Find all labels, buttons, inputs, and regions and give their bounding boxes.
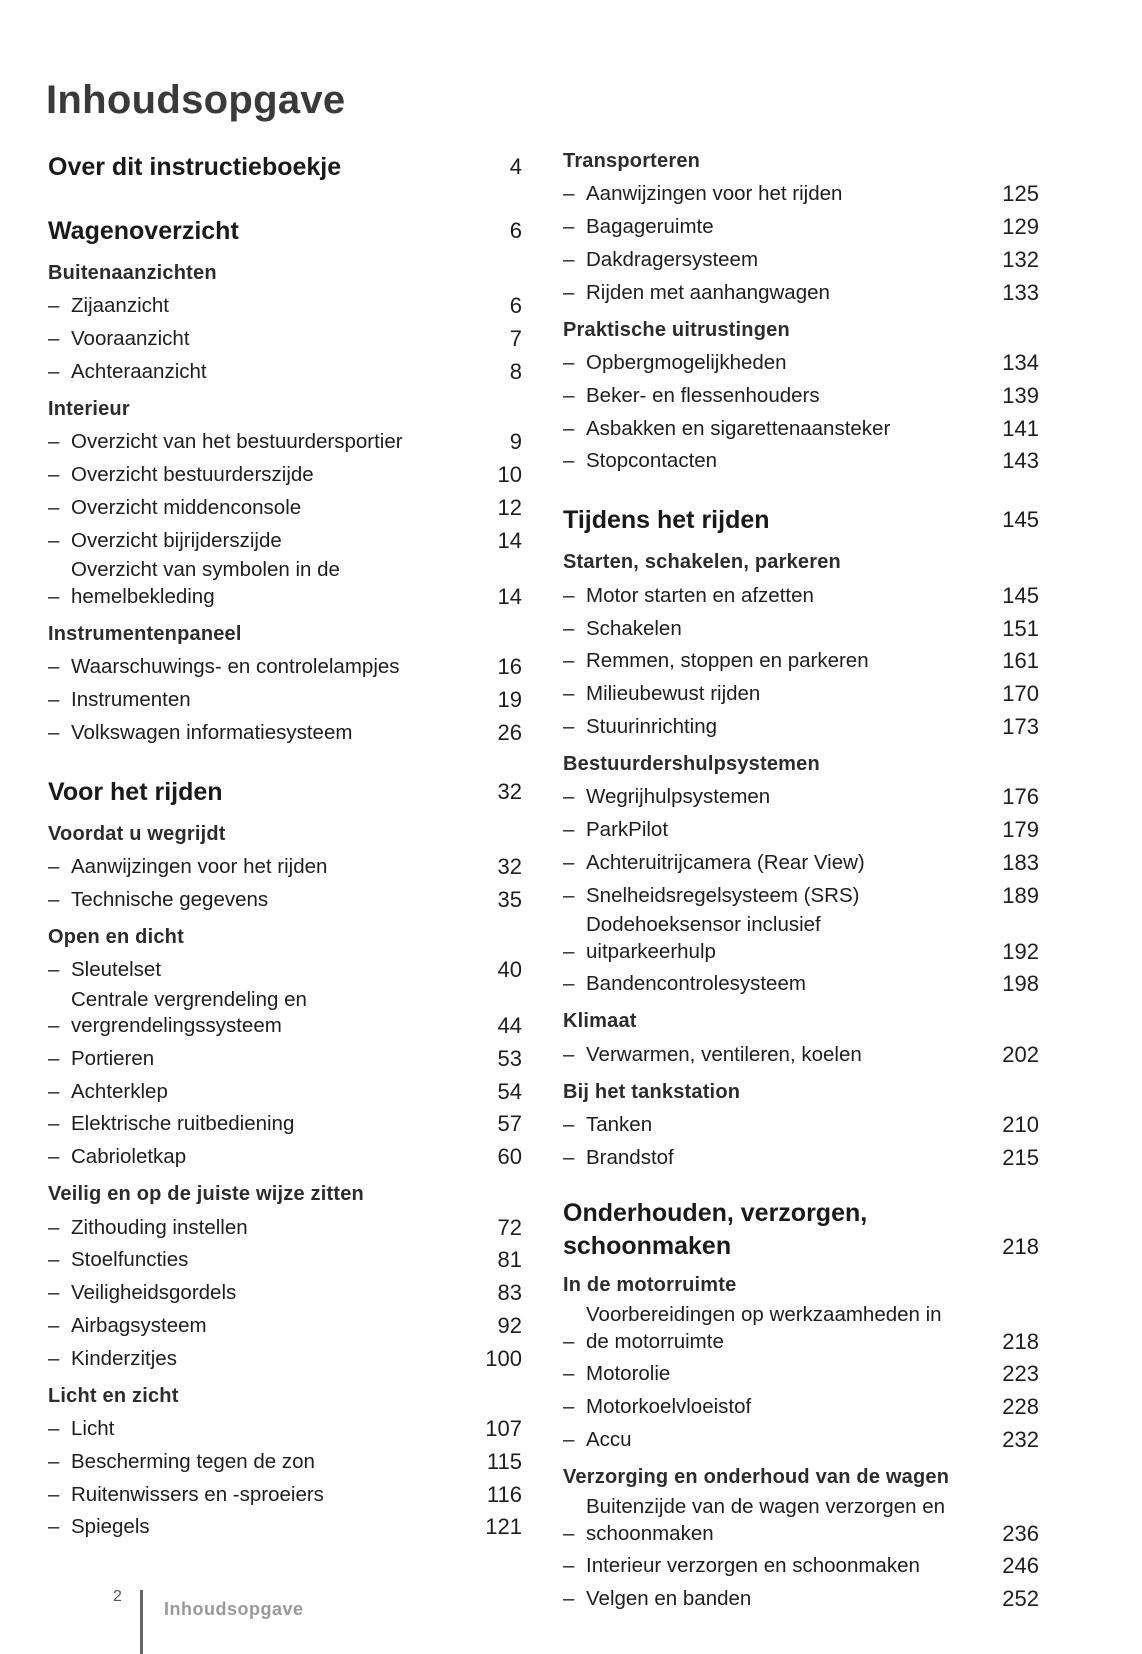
dash-bullet: –	[48, 1145, 60, 1169]
toc-entry-title: Voorbereidingen op werkzaamheden in de motorruimte	[586, 1303, 942, 1353]
toc-entry-title: Veiligheidsgordels	[71, 1281, 237, 1305]
toc-entry-title: Bandencontrolesysteem	[586, 972, 806, 996]
toc-page-number: 215	[1002, 1144, 1039, 1170]
toc-page-number: 170	[1002, 681, 1039, 707]
dash-bullet: –	[48, 584, 60, 608]
toc-page-number: 145	[1002, 582, 1039, 608]
dash-bullet: –	[48, 720, 60, 744]
toc-entry-title: Overzicht van symbolen in de hemelbekleding	[71, 558, 340, 608]
toc-entry[interactable]	[48, 715, 522, 748]
dash-bullet: –	[563, 1395, 575, 1419]
toc-entry-title: Praktische uitrustingen	[563, 318, 790, 341]
toc-page-number: 10	[497, 462, 522, 488]
dash-bullet: –	[563, 280, 575, 304]
toc-page-number: 141	[1002, 415, 1039, 441]
toc-page-number: 53	[497, 1045, 522, 1071]
dash-bullet: –	[563, 1587, 575, 1611]
toc-entry[interactable]	[48, 1477, 522, 1510]
toc-page-number: 115	[486, 1448, 522, 1474]
toc-chapter[interactable]	[563, 500, 1039, 540]
toc-entry[interactable]	[48, 882, 522, 915]
toc-page-number: 6	[509, 293, 522, 319]
dash-bullet: –	[48, 1215, 60, 1239]
toc-page-number: 4	[509, 154, 522, 179]
toc-entry-title: Dakdragersysteem	[586, 247, 759, 271]
dash-bullet: –	[563, 1329, 575, 1353]
toc-subheading	[563, 750, 1039, 780]
toc-entry[interactable]	[48, 1510, 522, 1543]
toc-entry[interactable]	[48, 682, 522, 715]
footer-section-label: Inhoudsopgave	[164, 1599, 304, 1619]
toc-page-number: 116	[486, 1481, 522, 1507]
dash-bullet: –	[48, 687, 60, 711]
toc-page-number: 218	[1002, 1328, 1039, 1354]
toc-entry-title: Motorolie	[586, 1362, 671, 1386]
toc-entry-title: Buitenzijde van de wagen verzorgen en schoonmaken	[586, 1495, 945, 1545]
toc-entry-title: Bescherming tegen de zon	[71, 1449, 315, 1473]
toc-page-number: 189	[1002, 882, 1039, 908]
toc-page-number: 44	[497, 1013, 522, 1039]
toc-entry[interactable]	[48, 1210, 522, 1243]
toc-entry-title: Voor het rijden	[48, 777, 223, 806]
toc-entry[interactable]	[563, 911, 1039, 967]
toc-entry-title: Overzicht middenconsole	[71, 495, 302, 519]
dash-bullet: –	[563, 449, 575, 473]
toc-entry-title: Onderhouden, verzorgen, schoonmaken	[563, 1198, 868, 1260]
toc-entry[interactable]	[563, 1357, 1039, 1390]
toc-entry-title: Vooraanzicht	[71, 327, 190, 351]
toc-entry[interactable]	[563, 177, 1039, 210]
toc-entry-title: Over dit instructieboekje	[48, 153, 342, 181]
toc-page-number: 151	[1002, 615, 1039, 641]
toc-entry[interactable]	[563, 378, 1039, 411]
dash-bullet: –	[563, 1362, 575, 1386]
page-number: 2	[113, 1588, 122, 1605]
toc-page-number: 125	[1002, 181, 1039, 207]
toc-entry[interactable]	[563, 644, 1039, 677]
toc-entry-title: Spiegels	[71, 1515, 150, 1539]
toc-subheading	[48, 620, 522, 650]
toc-column-left	[48, 147, 522, 1542]
toc-entry-title: Instrumentenpaneel	[48, 622, 242, 645]
toc-entry[interactable]	[563, 709, 1039, 742]
toc-entry-title: Bagageruimte	[586, 215, 714, 239]
dash-bullet: –	[563, 1427, 575, 1451]
toc-entry-title: Aanwijzingen voor het rijden	[586, 182, 843, 206]
toc-entry[interactable]	[48, 457, 522, 490]
toc-page-number: 223	[1002, 1361, 1039, 1387]
toc-entry[interactable]	[563, 1422, 1039, 1455]
toc-entry-title: Achteraanzicht	[71, 359, 207, 383]
toc-entry-title: Stopcontacten	[586, 449, 718, 473]
page-title: Inhoudsopgave	[46, 78, 346, 122]
toc-entry-title: Sleutelset	[71, 958, 162, 982]
toc-entry-title: Verwarmen, ventileren, koelen	[586, 1042, 862, 1066]
toc-entry[interactable]	[563, 611, 1039, 644]
toc-entry-title: Overzicht bestuurderszijde	[71, 463, 314, 487]
toc-entry[interactable]	[563, 812, 1039, 845]
toc-page-number: 183	[1002, 849, 1039, 875]
dash-bullet: –	[563, 818, 575, 842]
dash-bullet: –	[48, 1079, 60, 1103]
toc-entry-title: Elektrische ruitbediening	[71, 1112, 295, 1136]
toc-subheading	[48, 923, 522, 953]
toc-entry[interactable]	[563, 780, 1039, 813]
dash-bullet: –	[48, 1346, 60, 1370]
toc-entry-title: Portieren	[71, 1046, 155, 1070]
toc-page-number: 173	[1002, 713, 1039, 739]
toc-entry-title: Open en dicht	[48, 925, 184, 948]
dash-bullet: –	[563, 972, 575, 996]
toc-entry[interactable]	[563, 1107, 1039, 1140]
toc-entry-title: Wagenoverzicht	[48, 217, 239, 245]
toc-entry-title: Waarschuwings- en controlelampjes	[71, 655, 400, 679]
toc-entry[interactable]	[563, 1549, 1039, 1582]
toc-entry-title: Stuurinrichting	[586, 714, 718, 738]
dash-bullet: –	[48, 528, 60, 552]
toc-entry[interactable]	[563, 275, 1039, 308]
toc-entry[interactable]	[48, 1411, 522, 1444]
toc-entry[interactable]	[48, 556, 522, 612]
toc-entry[interactable]	[48, 425, 522, 458]
dash-bullet: –	[48, 430, 60, 454]
toc-page-number: 83	[497, 1280, 522, 1306]
toc-entry-title: ParkPilot	[586, 818, 669, 842]
toc-entry[interactable]	[48, 523, 522, 556]
dash-bullet: –	[48, 1281, 60, 1305]
toc-entry-title: Bij het tankstation	[563, 1080, 741, 1103]
dash-bullet: –	[48, 495, 60, 519]
toc-page-number: 7	[509, 326, 522, 352]
toc-page-number: 12	[497, 494, 522, 520]
toc-page-number: 161	[1002, 648, 1039, 674]
toc-entry-title: Achteruitrijcamera (Rear View)	[586, 850, 865, 874]
dash-bullet: –	[563, 215, 575, 239]
dash-bullet: –	[48, 327, 60, 351]
toc-entry-title: Kinderzitjes	[71, 1346, 177, 1370]
toc-entry-title: Motorkoelvloeistof	[586, 1395, 752, 1419]
toc-entry-title: Veilig en op de juiste wijze zitten	[48, 1183, 364, 1206]
dash-bullet: –	[48, 359, 60, 383]
dash-bullet: –	[563, 1113, 575, 1137]
toc-page-number: 8	[509, 358, 522, 384]
toc-entry[interactable]	[48, 321, 522, 354]
toc-page-number: 179	[1002, 817, 1039, 843]
dash-bullet: –	[48, 1313, 60, 1337]
toc-page-number: 54	[497, 1078, 522, 1104]
toc-subheading	[48, 1180, 522, 1210]
toc-entry-title: Brandstof	[586, 1145, 674, 1169]
dash-bullet: –	[48, 655, 60, 679]
dash-bullet: –	[563, 416, 575, 440]
toc-page-number: 129	[1002, 214, 1039, 240]
toc-entry[interactable]	[48, 1243, 522, 1276]
dash-bullet: –	[563, 785, 575, 809]
toc-entry[interactable]	[563, 1301, 1039, 1357]
toc-entry[interactable]	[48, 1308, 522, 1341]
toc-entry-title: Tanken	[586, 1113, 653, 1137]
dash-bullet: –	[563, 1145, 575, 1169]
toc-entry-title: Tijdens het rijden	[563, 506, 770, 535]
toc-page-number: 57	[497, 1111, 522, 1137]
toc-entry-title: Schakelen	[586, 616, 682, 640]
dash-bullet: –	[48, 1112, 60, 1136]
toc-page-number: 246	[1002, 1553, 1039, 1579]
toc-entry[interactable]	[48, 1107, 522, 1140]
toc-entry-title: Technische gegevens	[71, 887, 269, 911]
toc-entry[interactable]	[48, 354, 522, 387]
toc-chapter[interactable]	[48, 772, 522, 812]
toc-column-right	[563, 147, 1039, 1614]
toc-entry-title: Licht	[71, 1417, 115, 1441]
toc-subheading	[48, 820, 522, 850]
toc-entry-title: Volkswagen informatiesysteem	[71, 720, 353, 744]
toc-subheading	[48, 1382, 522, 1412]
dash-bullet: –	[563, 939, 575, 963]
dash-bullet: –	[48, 463, 60, 487]
toc-page-number: 236	[1002, 1520, 1039, 1546]
toc-page-number: 228	[1002, 1394, 1039, 1420]
toc-page-number: 232	[1002, 1426, 1039, 1452]
toc-subheading	[563, 316, 1039, 346]
toc-entry-title: Bestuurdershulpsystemen	[563, 752, 820, 775]
toc-page-number: 72	[497, 1214, 522, 1240]
toc-entry-title: Milieubewust rijden	[586, 682, 761, 706]
toc-entry-title: Aanwijzingen voor het rijden	[71, 854, 328, 878]
dash-bullet: –	[563, 1521, 575, 1545]
toc-entry[interactable]	[563, 845, 1039, 878]
toc-entry-title: Zijaanzicht	[71, 294, 169, 318]
toc-page-number: 143	[1002, 448, 1039, 474]
toc-entry-title: Remmen, stoppen en parkeren	[586, 649, 869, 673]
toc-entry[interactable]	[563, 676, 1039, 709]
footer-divider	[140, 1590, 143, 1654]
toc-page-number: 60	[497, 1144, 522, 1170]
toc-page-number: 134	[1002, 350, 1039, 376]
toc-page-number: 26	[497, 719, 522, 745]
dash-bullet: –	[48, 1046, 60, 1070]
toc-entry[interactable]	[563, 1037, 1039, 1070]
toc-page-number: 19	[497, 686, 522, 712]
toc-entry-title: Motor starten en afzetten	[586, 583, 814, 607]
toc-entry[interactable]	[48, 1041, 522, 1074]
dash-bullet: –	[563, 583, 575, 607]
toc-entry[interactable]	[563, 1493, 1039, 1549]
toc-chapter[interactable]	[563, 1197, 1039, 1263]
toc-page-number: 9	[509, 429, 522, 455]
toc-page-number: 40	[497, 957, 522, 983]
toc-entry-title: Opbergmogelijkheden	[586, 351, 787, 375]
toc-entry-title: Dodehoeksensor inclusief uitparkeerhulp	[586, 913, 821, 963]
toc-entry[interactable]	[563, 578, 1039, 611]
toc-page-number: 176	[1002, 784, 1039, 810]
toc-entry-title: Transporteren	[563, 150, 701, 172]
dash-bullet: –	[563, 649, 575, 673]
toc-page-number: 81	[497, 1247, 522, 1273]
dash-bullet: –	[48, 887, 60, 911]
toc-page-number: 252	[1002, 1586, 1039, 1612]
toc-page-number: 107	[485, 1416, 522, 1442]
toc-entry-title: In de motorruimte	[563, 1273, 737, 1296]
toc-entry[interactable]	[563, 345, 1039, 378]
dash-bullet: –	[48, 1449, 60, 1473]
dash-bullet: –	[48, 854, 60, 878]
toc-page-number: 32	[497, 778, 522, 804]
toc-page-number: 139	[1002, 382, 1039, 408]
dash-bullet: –	[48, 1014, 60, 1038]
toc-entry-title: Ruitenwissers en -sproeiers	[71, 1482, 324, 1506]
dash-bullet: –	[563, 883, 575, 907]
toc-entry-title: Airbagsysteem	[71, 1313, 207, 1337]
toc-entry[interactable]	[48, 289, 522, 322]
dash-bullet: –	[563, 714, 575, 738]
toc-entry-title: Verzorging en onderhoud van de wagen	[563, 1465, 950, 1488]
toc-page-number: 145	[1002, 507, 1039, 533]
dash-bullet: –	[48, 1482, 60, 1506]
toc-entry[interactable]	[48, 490, 522, 523]
toc-entry[interactable]	[48, 1341, 522, 1374]
toc-entry[interactable]	[48, 649, 522, 682]
dash-bullet: –	[48, 1417, 60, 1441]
toc-entry[interactable]	[563, 1581, 1039, 1614]
toc-page-number: 16	[497, 654, 522, 680]
toc-entry-title: Overzicht bijrijderszijde	[71, 528, 282, 552]
toc-entry-title: Stoelfuncties	[71, 1248, 189, 1272]
toc-page-number: 210	[1002, 1112, 1039, 1138]
toc-entry-title: Buitenaanzichten	[48, 262, 217, 284]
toc-entry[interactable]	[48, 1074, 522, 1107]
toc-entry[interactable]	[48, 985, 522, 1041]
toc-entry[interactable]	[48, 1444, 522, 1477]
toc-entry[interactable]	[48, 952, 522, 985]
dash-bullet: –	[563, 351, 575, 375]
toc-entry-title: Interieur	[48, 397, 130, 420]
toc-subheading	[563, 1078, 1039, 1108]
toc-entry-title: Klimaat	[563, 1010, 637, 1033]
toc-subheading	[563, 1271, 1039, 1301]
dash-bullet: –	[48, 1248, 60, 1272]
dash-bullet: –	[563, 182, 575, 206]
toc-entry[interactable]	[563, 1389, 1039, 1422]
dash-bullet: –	[563, 1554, 575, 1578]
toc-entry-title: Rijden met aanhangwagen	[586, 280, 830, 304]
toc-entry-title: Beker- en flessenhouders	[586, 383, 820, 407]
toc-entry[interactable]	[563, 878, 1039, 911]
dash-bullet: –	[563, 850, 575, 874]
toc-page-number: 198	[1002, 971, 1039, 997]
toc-entry-title: Achterklep	[71, 1079, 168, 1103]
toc-subheading	[563, 147, 1039, 177]
toc-entry-title: Licht en zicht	[48, 1384, 179, 1407]
toc-entry-title: Snelheidsregelsysteem (SRS)	[586, 883, 860, 907]
toc-page-number: 218	[1002, 1233, 1039, 1259]
toc-entry[interactable]	[48, 1139, 522, 1172]
toc-entry[interactable]	[563, 209, 1039, 242]
dash-bullet: –	[48, 958, 60, 982]
dash-bullet: –	[563, 247, 575, 271]
toc-entry-title: Velgen en banden	[586, 1587, 752, 1611]
toc-page-number: 202	[1002, 1041, 1039, 1067]
toc-entry-title: Voordat u wegrijdt	[48, 822, 226, 845]
toc-entry-title: Centrale vergrendeling en vergrendelingssysteem	[71, 987, 307, 1038]
toc-entry[interactable]	[563, 967, 1039, 1000]
toc-entry-title: Cabrioletkap	[71, 1145, 187, 1169]
dash-bullet: –	[563, 682, 575, 706]
toc-subheading	[563, 1007, 1039, 1037]
dash-bullet: –	[563, 383, 575, 407]
toc-entry[interactable]	[48, 1275, 522, 1308]
toc-page-number: 14	[497, 583, 522, 609]
toc-page-number: 133	[1002, 279, 1039, 305]
toc-page-number: 92	[497, 1312, 522, 1338]
toc-entry[interactable]	[48, 849, 522, 882]
toc-entry-title: Instrumenten	[71, 687, 191, 711]
toc-chapter[interactable]	[48, 147, 522, 187]
toc-subheading	[48, 395, 522, 425]
dash-bullet: –	[48, 1515, 60, 1539]
toc-page-number: 192	[1002, 938, 1039, 964]
toc-page-number: 6	[509, 218, 522, 243]
toc-entry[interactable]	[563, 411, 1039, 444]
toc-entry-title: Interieur verzorgen en schoonmaken	[586, 1554, 920, 1578]
toc-page-number: 121	[485, 1514, 522, 1540]
toc-entry-title: Zithouding instellen	[71, 1215, 248, 1239]
toc-entry[interactable]	[563, 1140, 1039, 1173]
toc-entry[interactable]	[563, 242, 1039, 275]
dash-bullet: –	[48, 294, 60, 318]
toc-entry-title: Starten, schakelen, parkeren	[563, 551, 841, 574]
toc-entry-title: Overzicht van het bestuurdersportier	[71, 430, 403, 454]
toc-subheading	[48, 259, 522, 289]
toc-page-number: 35	[497, 886, 522, 912]
dash-bullet: –	[563, 1042, 575, 1066]
toc-entry[interactable]	[563, 444, 1039, 477]
toc-subheading	[563, 1463, 1039, 1493]
toc-chapter[interactable]	[48, 211, 522, 251]
toc-page-number: 100	[485, 1345, 522, 1371]
dash-bullet: –	[563, 616, 575, 640]
toc-entry-title: Wegrijhulpsystemen	[586, 785, 771, 809]
toc-page-number: 14	[497, 527, 522, 553]
toc-entry-title: Asbakken en sigarettenaansteker	[586, 416, 891, 440]
toc-entry-title: Accu	[586, 1427, 632, 1451]
toc-page-number: 132	[1002, 246, 1039, 272]
toc-subheading	[563, 548, 1039, 578]
toc-page-number: 32	[497, 853, 522, 879]
